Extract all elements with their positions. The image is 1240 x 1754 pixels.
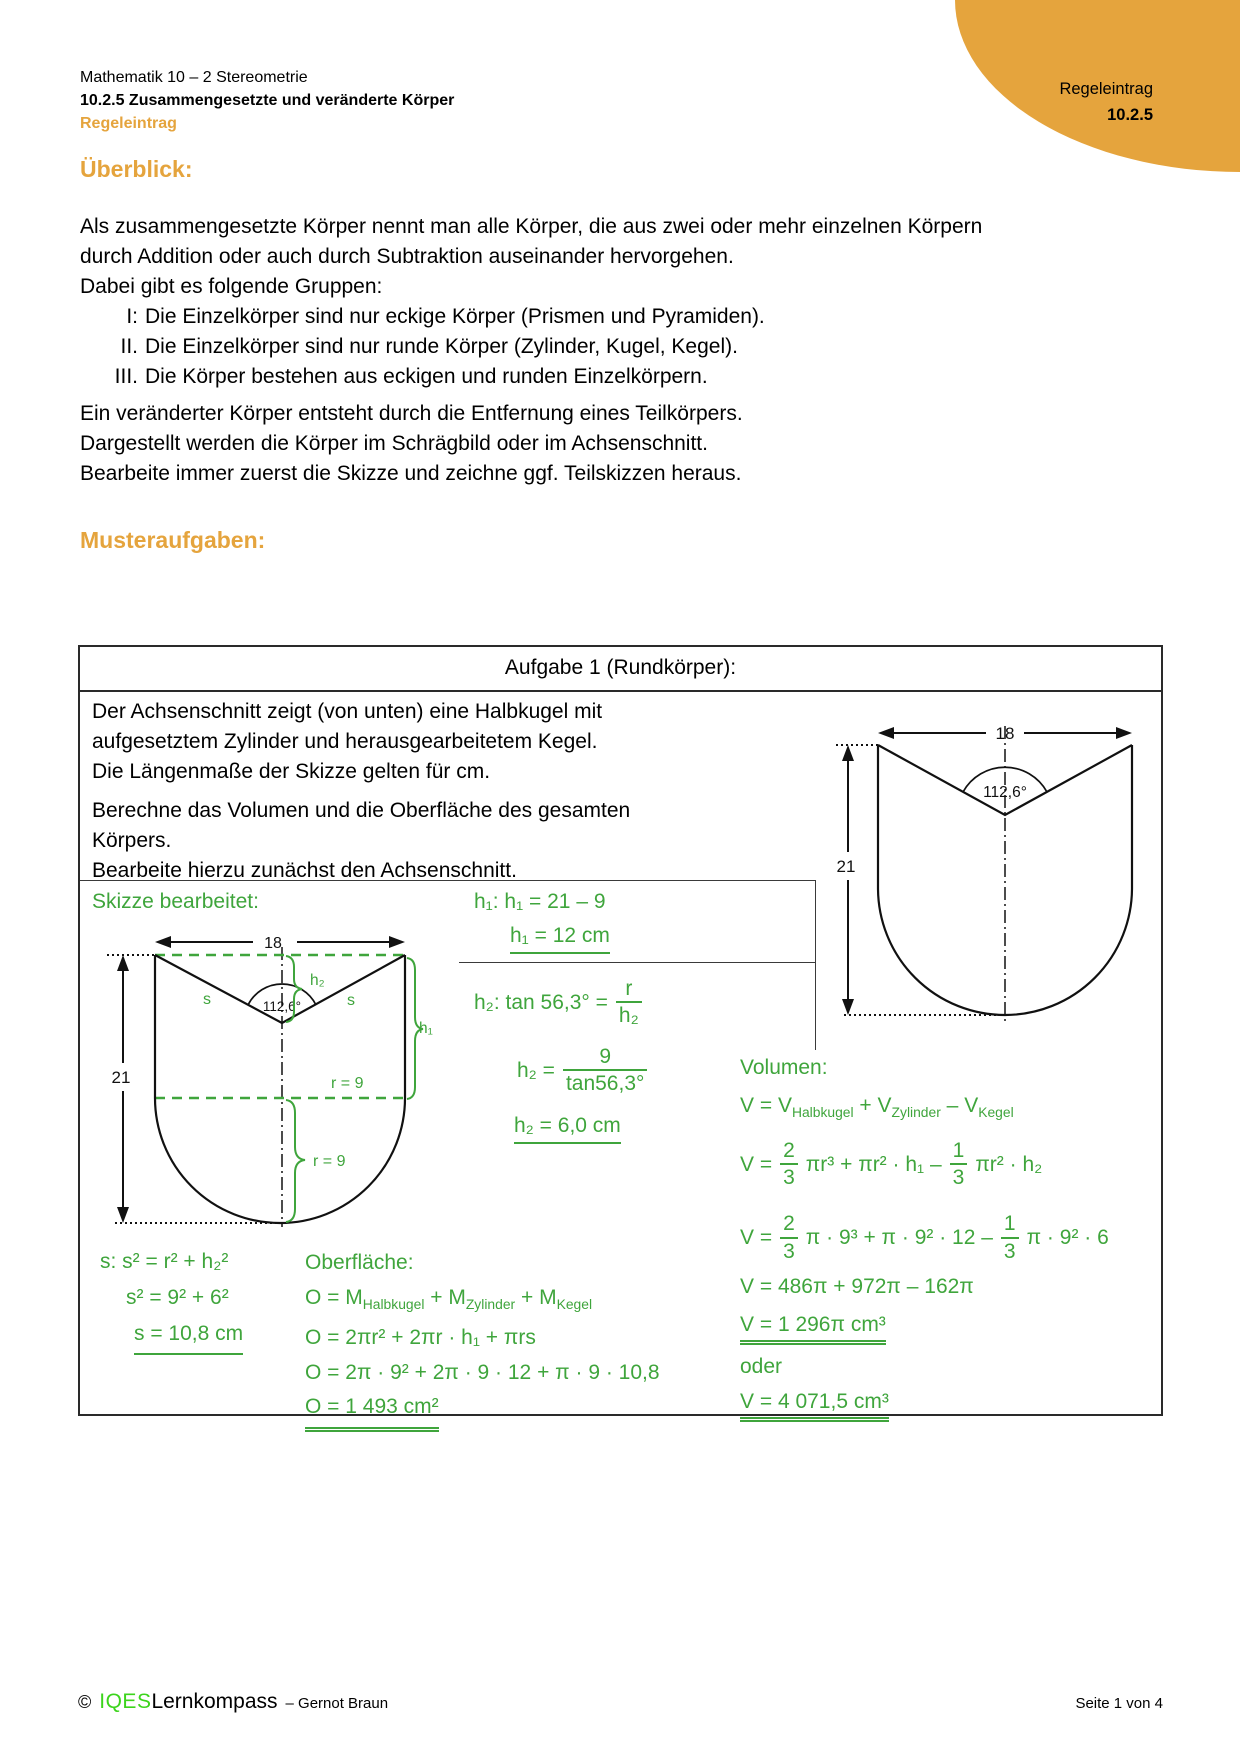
formula-line: $O = M_{Halbkugel} + M_{Zylinder} + M_{Kegel}$ bbox=[305, 1285, 593, 1312]
instruction-line: Berechne das Volumen und die Oberfläche des gesamten bbox=[92, 799, 631, 822]
arrowhead-right bbox=[1116, 727, 1132, 739]
slant-label-left: s bbox=[203, 991, 211, 1008]
h2-result-line bbox=[514, 1111, 621, 1144]
description-line: Die Längenmaße der Skizze gelten für cm. bbox=[92, 760, 491, 783]
height-label: 21 bbox=[111, 1068, 131, 1087]
fraction bbox=[950, 1139, 968, 1190]
arrowhead-up bbox=[117, 955, 129, 971]
formula-text: π · 9³ + π · 9² · 12 – bbox=[805, 1226, 993, 1250]
formula-text: h₂: tan 56,3° = bbox=[474, 990, 608, 1014]
h2-result: h₂ = 6,0 cm bbox=[514, 1111, 621, 1144]
fraction-numerator: 9 bbox=[599, 1045, 612, 1068]
arrowhead-left bbox=[155, 936, 171, 948]
fraction-denominator: 3 bbox=[1001, 1237, 1019, 1264]
volume-calculation bbox=[740, 1055, 1109, 1422]
fraction bbox=[1001, 1212, 1019, 1263]
formula-line: $V = V_{Halbkugel} + V_{Zylinder} - V_{Kegel}$ bbox=[740, 1094, 1014, 1121]
fraction-denominator: 3 bbox=[950, 1163, 968, 1190]
sketch-heading: Skizze bearbeitet: bbox=[92, 890, 259, 913]
formula-text: V = bbox=[740, 1226, 773, 1250]
volume-result-decimal: V = 4 071,5 cm³ bbox=[740, 1389, 889, 1422]
note-line: Dargestellt werden die Körper im Schrägbild oder im Achsenschnitt. bbox=[80, 432, 708, 455]
h1-result: h₁ = 12 cm bbox=[510, 921, 610, 954]
fraction-denominator: tan56,3° bbox=[563, 1069, 647, 1096]
h2-step2 bbox=[517, 1045, 647, 1096]
description-line: Der Achsenschnitt zeigt (von unten) eine Halbkugel mit bbox=[92, 700, 603, 723]
volume-formula-general bbox=[740, 1139, 1109, 1190]
angle-label: 112,6° bbox=[262, 999, 302, 1014]
surface-heading: Oberfläche: bbox=[305, 1251, 414, 1274]
group-numeral: I: bbox=[126, 305, 138, 328]
instruction-line: Bearbeite hierzu zunächst den Achsenschnitt. bbox=[92, 859, 517, 882]
h1-calculation bbox=[474, 887, 610, 954]
fraction-numerator: 2 bbox=[783, 1212, 795, 1236]
page-footer bbox=[78, 1690, 1163, 1714]
formula-text: πr² · h₂ bbox=[975, 1152, 1043, 1176]
arrowhead-down bbox=[842, 999, 854, 1015]
header-topic: 10.2.5 Zusammengesetzte und veränderte Körper bbox=[80, 92, 455, 109]
fraction bbox=[616, 977, 642, 1028]
arrowhead-down bbox=[117, 1207, 129, 1223]
fraction-denominator: h₂ bbox=[616, 1001, 642, 1028]
instruction-line: Körpers. bbox=[92, 829, 172, 852]
formula-text: V = bbox=[740, 1152, 773, 1176]
fraction-numerator: 1 bbox=[952, 1139, 965, 1163]
radius-brace-label: r = 9 bbox=[313, 1153, 346, 1170]
description-line: aufgesetztem Zylinder und herausgearbeitetem Kegel. bbox=[92, 730, 598, 753]
s-calculation bbox=[100, 1244, 243, 1355]
brand-iqes: IQES bbox=[99, 1690, 152, 1713]
volume-result-pi: V = 1 296π cm³ bbox=[740, 1312, 886, 1345]
page-header bbox=[80, 66, 454, 135]
surface-calculation bbox=[305, 1246, 660, 1432]
note-line: Ein veränderter Körper entsteht durch die Entfernung eines Teilkörpers. bbox=[80, 402, 743, 425]
volume-alt-label: oder bbox=[740, 1354, 783, 1378]
fraction bbox=[563, 1045, 647, 1096]
s-result: s = 10,8 cm bbox=[134, 1316, 243, 1355]
note-line: Bearbeite immer zuerst die Skizze und zeichne ggf. Teilskizzen heraus. bbox=[80, 462, 742, 485]
intro-line: durch Addition oder auch durch Subtraktion auseinander hervorgehen. bbox=[80, 245, 734, 268]
fraction-denominator: 3 bbox=[780, 1163, 798, 1190]
corner-number: 10.2.5 bbox=[1107, 106, 1153, 124]
arrowhead-right bbox=[389, 936, 405, 948]
volume-formula-values bbox=[740, 1212, 1109, 1263]
height-label: 21 bbox=[836, 857, 856, 876]
radius-brace bbox=[286, 1100, 305, 1222]
brand-lernkompass: Lernkompass bbox=[151, 1690, 278, 1713]
page-number: Seite 1 von 4 bbox=[1075, 1695, 1163, 1712]
worked-sketch-diagram bbox=[95, 925, 465, 1237]
volume-heading: Volumen: bbox=[740, 1056, 828, 1079]
formula-line: s² = 9² + 6² bbox=[126, 1286, 229, 1309]
group-list bbox=[84, 306, 765, 388]
corner-tab-text bbox=[1059, 76, 1153, 128]
fraction-numerator: 2 bbox=[783, 1139, 795, 1163]
corner-label: Regeleintrag bbox=[1059, 80, 1153, 98]
h2-label: h₂ bbox=[310, 972, 325, 989]
formula-line: O = 2π · 9² + 2π · 9 · 12 + π · 9 · 10,8 bbox=[305, 1360, 660, 1384]
separator-line-horizontal bbox=[80, 880, 815, 881]
angle-label: 112,6° bbox=[983, 784, 1027, 801]
arrowhead-left bbox=[878, 727, 894, 739]
formula-line: h₁: h₁ = 21 – 9 bbox=[474, 890, 606, 913]
author-name: – Gernot Braun bbox=[285, 1695, 389, 1712]
radius-line-label: r = 9 bbox=[331, 1075, 364, 1092]
group-text: Die Körper bestehen aus eckigen und runden Einzelkörpern. bbox=[145, 365, 708, 388]
group-text: Die Einzelkörper sind nur runde Körper (Zylinder, Kugel, Kegel). bbox=[145, 335, 738, 358]
h1-brace bbox=[407, 958, 423, 1099]
fraction bbox=[780, 1139, 798, 1190]
task1-description bbox=[92, 697, 602, 787]
formula-line: s: s² = r² + h₂² bbox=[100, 1250, 229, 1273]
overview-notes bbox=[80, 399, 743, 489]
width-label: 18 bbox=[995, 724, 1015, 743]
group-numeral: III. bbox=[114, 365, 138, 388]
group-numeral: II. bbox=[120, 335, 138, 358]
copyright-icon: © bbox=[78, 1692, 92, 1712]
task1-instructions bbox=[92, 796, 630, 886]
fraction-numerator: r bbox=[625, 977, 633, 1000]
overview-intro bbox=[80, 212, 982, 302]
h2-step1 bbox=[474, 977, 642, 1028]
fraction bbox=[780, 1212, 798, 1263]
width-label: 18 bbox=[264, 935, 282, 952]
publisher-logo bbox=[78, 1690, 388, 1714]
formula-line: O = 2πr² + 2πr · h₁ + πrs bbox=[305, 1326, 536, 1350]
task-axial-section-diagram bbox=[750, 700, 1150, 1030]
slant-label-right: s bbox=[347, 992, 355, 1009]
h1-label: h₁ bbox=[419, 1020, 433, 1037]
header-type-label: Regeleintrag bbox=[80, 115, 177, 132]
formula-text: π · 9² · 6 bbox=[1026, 1226, 1109, 1250]
fraction-denominator: 3 bbox=[780, 1237, 798, 1264]
surface-result: O = 1 493 cm² bbox=[305, 1390, 439, 1432]
header-course: Mathematik 10 – 2 Stereometrie bbox=[80, 69, 308, 86]
intro-line: Als zusammengesetzte Körper nennt man alle Körper, die aus zwei oder mehr einzelnen Körpern bbox=[80, 215, 983, 238]
formula-text: h₂ = bbox=[517, 1058, 555, 1082]
arrowhead-up bbox=[842, 745, 854, 761]
formula-line: V = 486π + 972π – 162π bbox=[740, 1274, 974, 1298]
solid-outline bbox=[155, 955, 405, 1223]
examples-heading: Musteraufgaben: bbox=[80, 527, 266, 553]
formula-text: πr³ + πr² · h₁ – bbox=[805, 1152, 942, 1176]
intro-line: Dabei gibt es folgende Gruppen: bbox=[80, 275, 383, 298]
group-text: Die Einzelkörper sind nur eckige Körper (Prismen und Pyramiden). bbox=[145, 305, 765, 328]
fraction-numerator: 1 bbox=[1003, 1212, 1016, 1236]
task1-title: Aufgabe 1 (Rundkörper): bbox=[80, 647, 1161, 692]
overview-heading: Überblick: bbox=[80, 156, 193, 182]
